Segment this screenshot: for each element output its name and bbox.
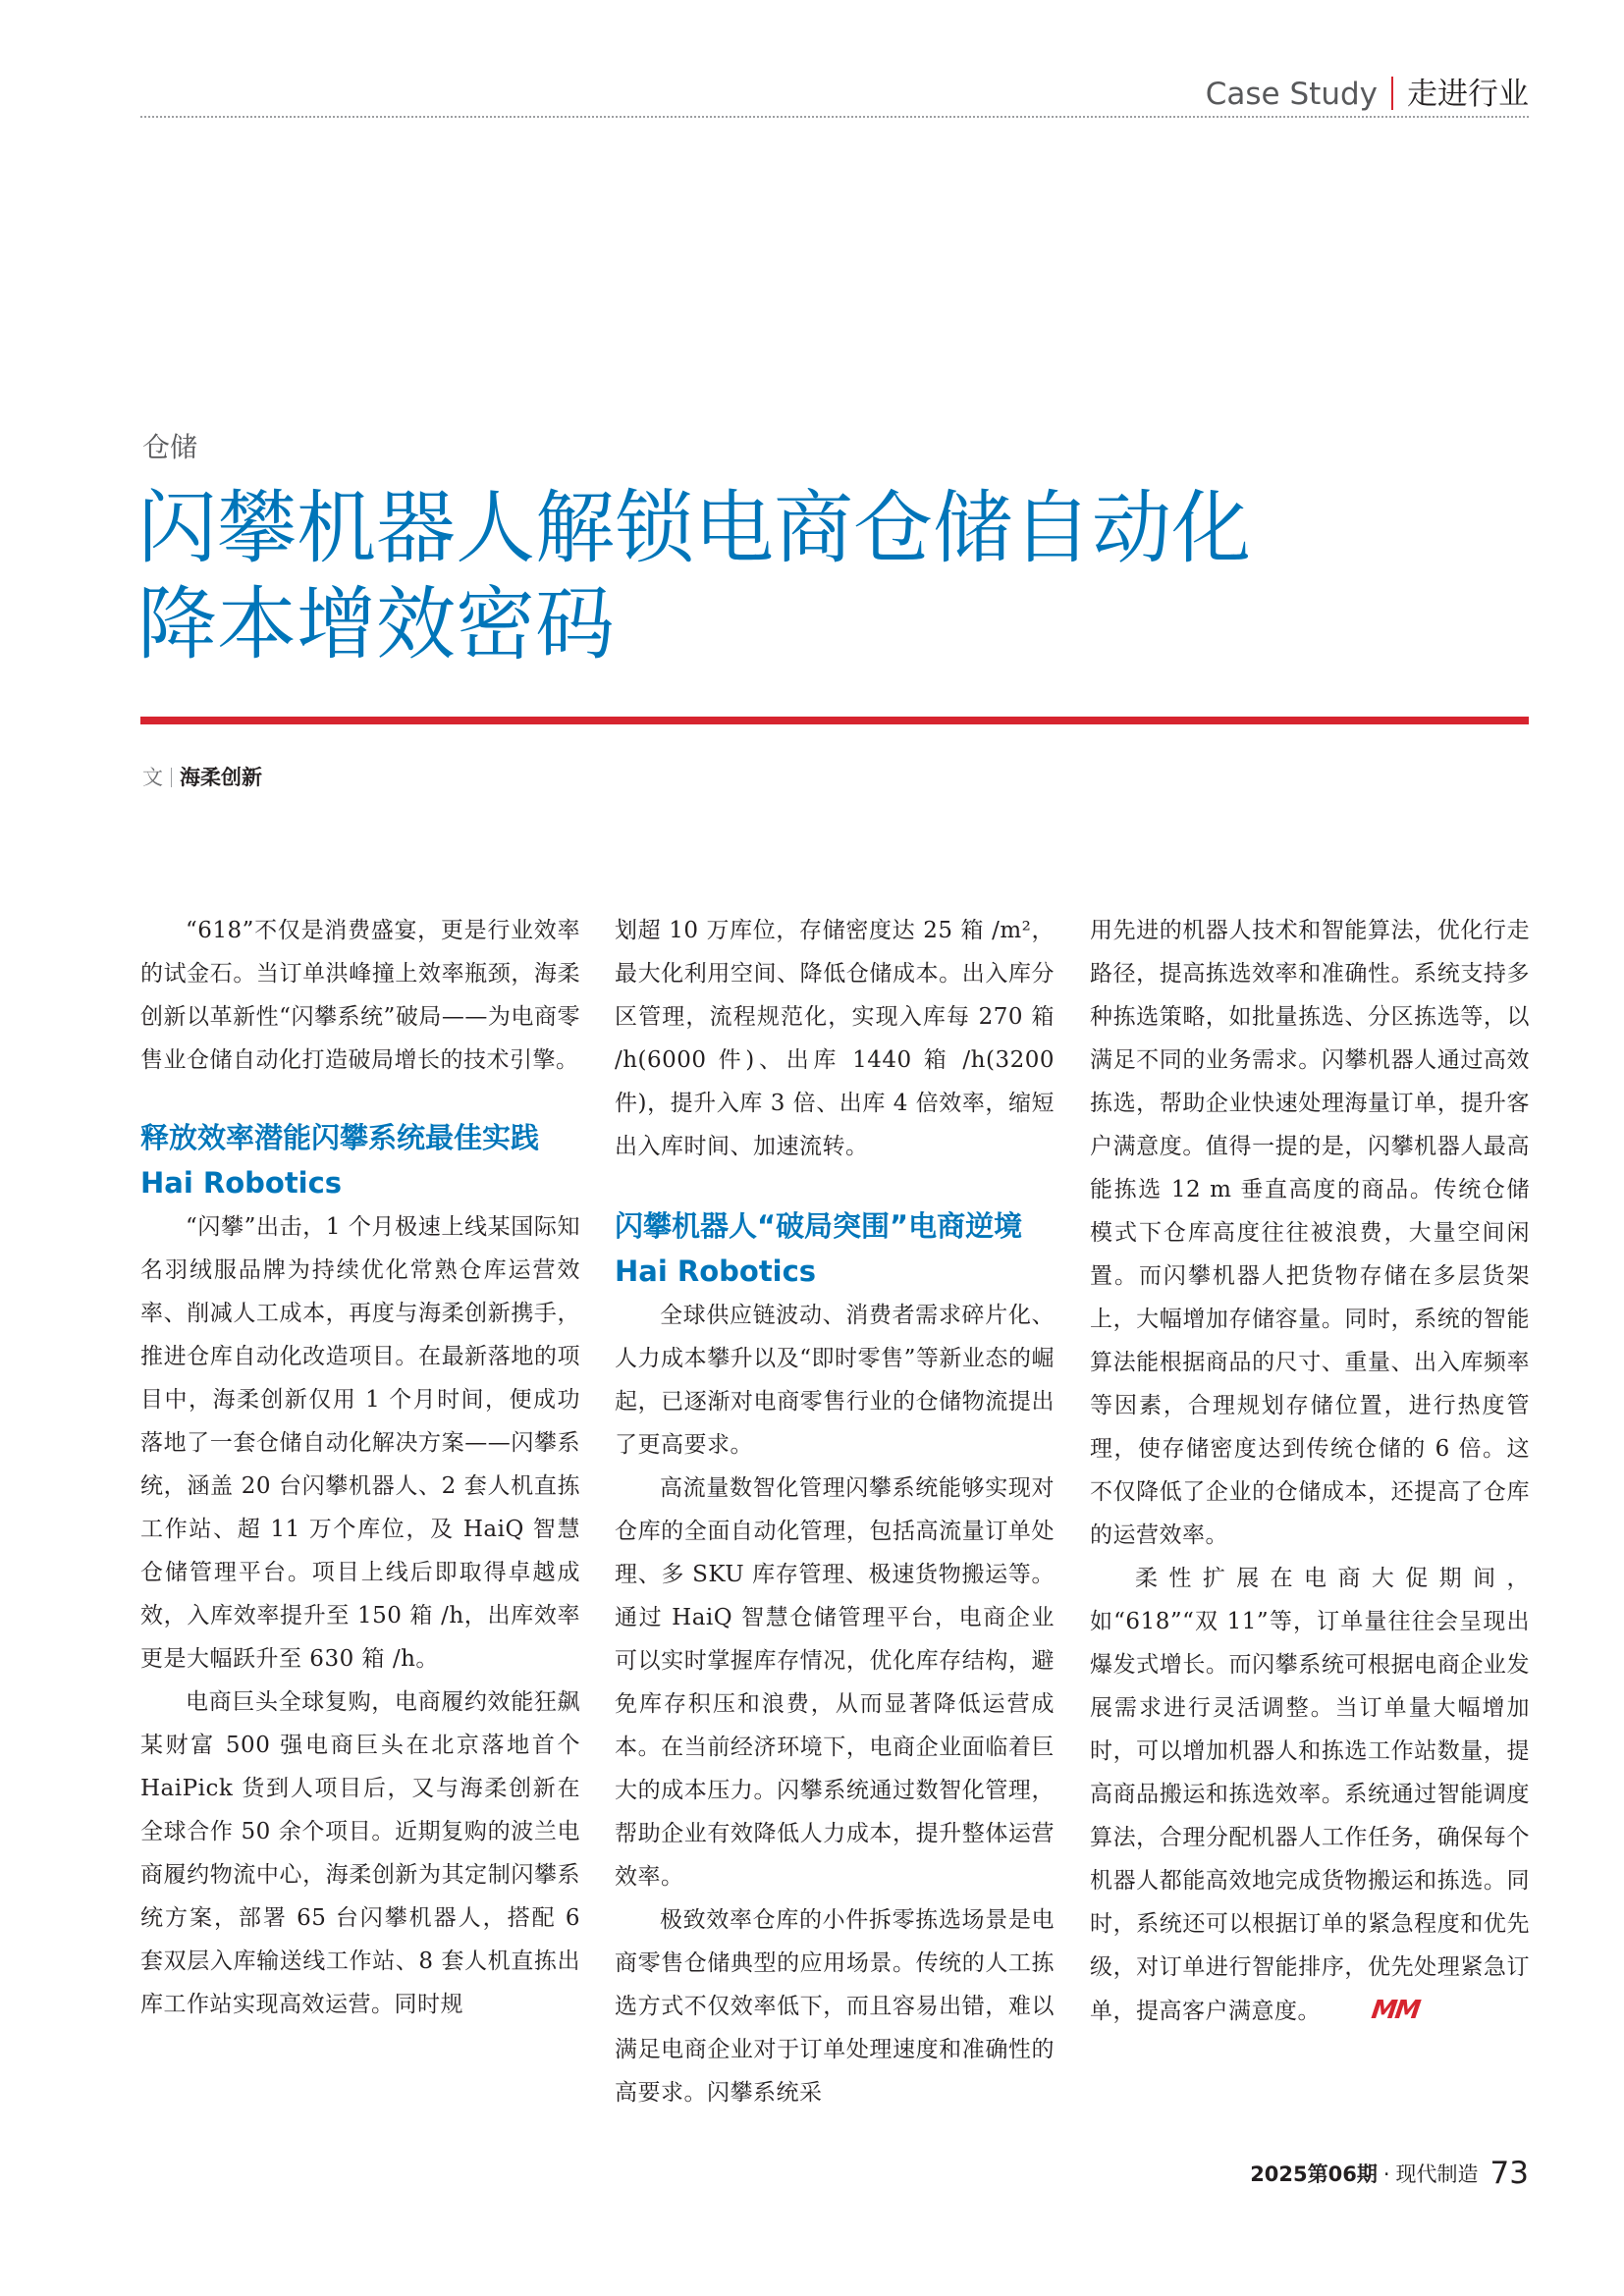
byline-label: 文	[142, 766, 163, 789]
magazine-name: 现代制造	[1395, 2163, 1479, 2186]
paragraph-last	[1090, 1557, 1530, 2033]
paragraph: “闪攀”出击，1 个月极速上线某国际知名羽绒服品牌为持续优化常熟仓库运营效率、削减人工成本，再度与海柔创新携手，推进仓库自动化改造项目。在最新落地的项目中，海柔创新仅用 1 个月时间，便成功落地了一套仓储自动化解决方案——闪攀系统，涵盖 20 台闪攀机器人、2 套人机直拣工作站、超 11 万个库位，及 HaiQ 智慧仓储管理平台。项目上线后即取得卓越成效，入库效率提升至 150 箱 /h，出库效率更是大幅跃升至 630 箱 /h。	[140, 1214, 580, 1672]
page-footer	[1250, 2156, 1529, 2191]
header-divider	[1391, 77, 1393, 110]
running-header	[140, 61, 1529, 120]
paragraph-continued: 用先进的机器人技术和智能算法，优化行走路径，提高拣选效率和准确性。系统支持多种拣选策略，如批量拣选、分区拣选等，以满足不同的业务需求。闪攀机器人通过高效拣选，帮助企业快速处理海量订单，提升客户满意度。值得一提的是，闪攀机器人最高能拣选 12 m 垂直高度的商品。传统仓储模式下仓库高度往往被浪费，大量空间闲置。而闪攀机器人把货物存储在多层货架上，大幅增加存储容量。同时，系统的智能算法能根据商品的尺寸、重量、出入库频率等因素，合理规划存储位置，进行热度管理，使存储密度达到传统仓储的 6 倍。这不仅降低了企业的仓储成本，还提高了仓库的运营效率。	[1090, 918, 1530, 1548]
body-column-1	[140, 909, 580, 2146]
paragraph: 电商巨头全球复购，电商履约效能狂飙某财富 500 强电商巨头在北京落地首个 HaiPick 货到人项目后，又与海柔创新在全球合作 50 余个项目。近期复购的波兰电商履约物流中心，海柔创新为其定制闪攀系统方案，部署 65 台闪攀机器人，搭配 6 套双层入库输送线工作站、8 套人机直拣出库工作站实现高效运营。同时规	[140, 1689, 580, 2017]
section-label-cn: 走进行业	[1407, 77, 1529, 112]
paragraph: 高流量数智化管理闪攀系统能够实现对仓库的全面自动化管理，包括高流量订单处理、多 SKU 库存管理、极速货物搬运等。通过 HaiQ 智慧仓储管理平台，电商企业可以实时掌握库存情况，优化库存结构，避免库存积压和浪费，从而显著降低运营成本。在当前经济环境下，电商企业面临着巨大的成本压力。闪攀系统通过数智化管理，帮助企业有效降低人力成本，提升整体运营效率。	[615, 1475, 1055, 1890]
byline-divider	[171, 768, 172, 787]
section-heading: 闪攀机器人“破局突围”电商逆境 Hai Robotics	[615, 1209, 1023, 1288]
paragraph: 全球供应链波动、消费者需求碎片化、人力成本攀升以及“即时零售”等新业态的崛起，已逐渐对电商零售行业的仓储物流提出了更高要求。	[615, 1303, 1055, 1458]
title-underline-rule	[140, 717, 1529, 724]
article-title	[137, 481, 1542, 673]
paragraph-text: 柔性扩展在电商大促期间，如“618”“双 11”等，订单量往往会呈现出爆发式增长。而闪攀系统可根据电商企业发展需求进行灵活调整。当订单量大幅增加时，可以增加机器人和拣选工作站数量，提高商品搬运和拣选效率。系统通过智能调度算法，合理分配机器人工作任务，确保每个机器人都能高效地完成货物搬运和拣选。同时，系统还可以根据订单的紧急程度和优先级，对订单进行智能排序，优先处理紧急订单，提高客户满意度。	[1090, 1566, 1530, 2024]
header-dotted-rule	[140, 116, 1529, 118]
body-column-3	[1090, 909, 1530, 2146]
paragraph-continued: 划超 10 万库位，存储密度达 25 箱 /m²，最大化利用空间、降低仓储成本。出入库分区管理，流程规范化，实现入库每 270 箱 /h(6000 件)、出库 1440 箱 /h(3200 件)，提升入库 3 倍、出库 4 倍效率，缩短出入库时间、加速流转。	[615, 918, 1055, 1159]
byline	[142, 762, 262, 791]
paragraph: 极致效率仓库的小件拆零拣选场景是电商零售仓储典型的应用场景。传统的人工拣选方式不仅效率低下，而且容易出错，难以满足电商企业对于订单处理速度和准确性的高要求。闪攀系统采	[615, 1907, 1055, 2106]
page-number: 73	[1489, 2156, 1529, 2191]
section-heading: 释放效率潜能闪攀系统最佳实践 Hai Robotics	[140, 1121, 540, 1200]
paragraph: “618”不仅是消费盛宴，更是行业效率的试金石。当订单洪峰撞上效率瓶颈，海柔创新以革新性“闪攀系统”破局——为电商零售业仓储自动化打造破局增长的技术引擎。	[140, 918, 580, 1073]
section-label-en: Case Study	[1205, 77, 1378, 112]
issue-number: 2025第06期	[1250, 2163, 1378, 2186]
end-mark-logo: MM	[1369, 1996, 1421, 2025]
section-label	[1206, 69, 1529, 113]
article-category: 仓储	[142, 431, 198, 463]
title-line-1: 闪攀机器人解锁电商仓储自动化	[137, 483, 1252, 575]
footer-separator: ·	[1382, 2163, 1390, 2186]
title-line-2: 降本增效密码	[137, 579, 616, 671]
byline-author: 海柔创新	[180, 766, 262, 789]
body-column-2	[615, 909, 1055, 2146]
